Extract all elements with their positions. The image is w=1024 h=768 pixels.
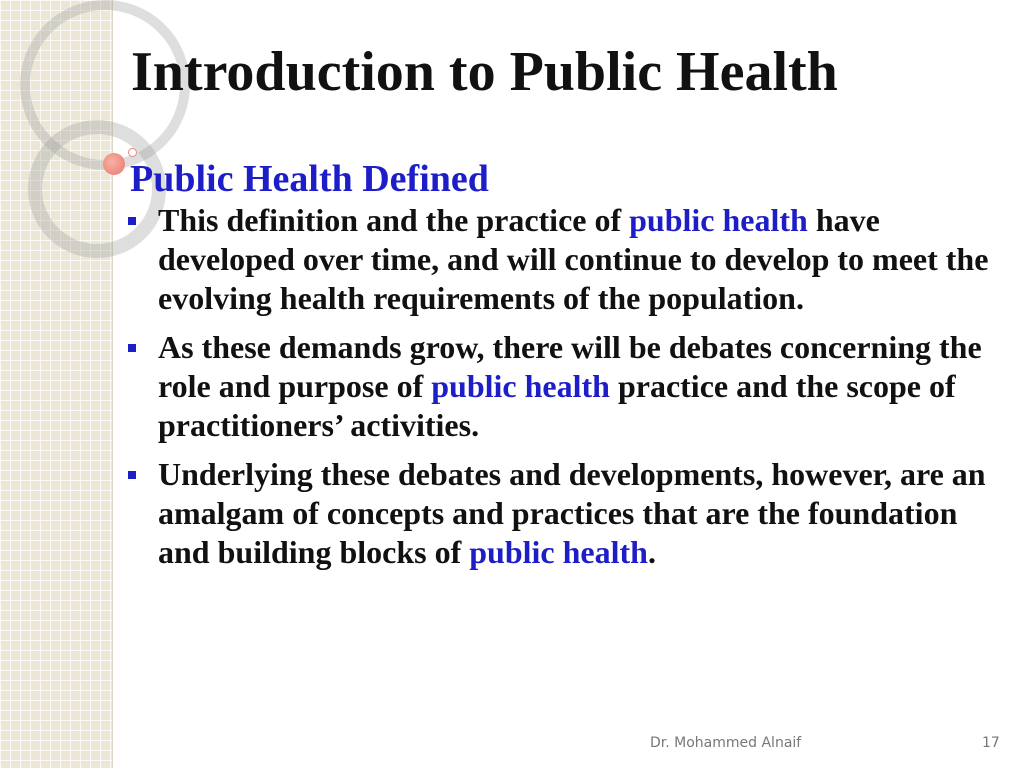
bullet-text: have developed over time, and will continue to develop to meet the evolving health requirements of the population. xyxy=(158,202,989,316)
square-bullet-icon xyxy=(128,471,136,479)
footer-author: Dr. Mohammed Alnaif xyxy=(650,735,802,751)
bullet-item xyxy=(124,455,1004,572)
square-bullet-icon xyxy=(128,217,136,225)
bullet-list xyxy=(124,201,1004,582)
bullet-text: practice and the scope of practitioners’ activities. xyxy=(158,368,956,443)
bullet-item xyxy=(124,201,1004,318)
section-heading: Public Health Defined xyxy=(130,158,489,200)
slide-title: Introduction to Public Health xyxy=(131,41,838,103)
decorative-red-dot xyxy=(103,153,125,175)
bullet-text: As these demands grow, there will be debates concerning the role and purpose of xyxy=(158,329,982,404)
page-number: 17 xyxy=(982,735,1000,751)
small-circle-icon xyxy=(128,148,137,157)
bullet-text: . xyxy=(647,534,656,570)
bullet-text: Underlying these debates and developments, however, are an amalgam of concepts and practices that are the foundation and building blocks of xyxy=(158,456,986,570)
bullet-item xyxy=(124,328,1004,445)
bullet-text: This definition and the practice of xyxy=(158,202,630,238)
highlight-term: public health xyxy=(469,534,648,570)
highlight-term: public health xyxy=(431,368,610,404)
square-bullet-icon xyxy=(128,344,136,352)
highlight-term: public health xyxy=(629,202,808,238)
